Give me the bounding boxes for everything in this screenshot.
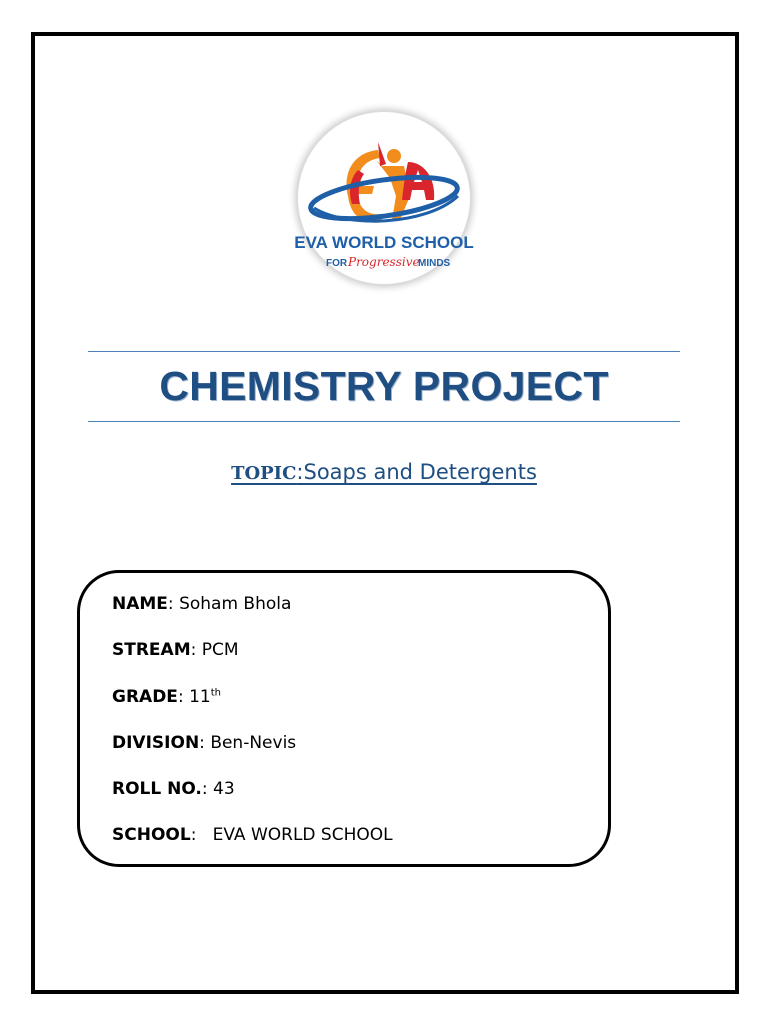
logo-tagline-minds: MINDS <box>418 258 451 269</box>
topic-value: Soaps and Detergents <box>303 460 537 484</box>
topic-separator: : <box>296 460 304 484</box>
topic-underlined <box>231 460 537 484</box>
logo-tagline-progressive: Progressive <box>348 255 420 269</box>
detail-key: DIVISION <box>112 732 200 753</box>
detail-key: NAME <box>112 594 168 614</box>
detail-separator: : <box>201 779 214 800</box>
school-logo <box>286 100 482 296</box>
title-rule-top <box>88 351 680 352</box>
detail-row-school <box>112 819 393 865</box>
detail-key: SCHOOL <box>112 825 191 846</box>
topic-line <box>88 456 680 490</box>
detail-separator: : <box>167 594 180 614</box>
detail-key: ROLL NO. <box>112 779 202 800</box>
detail-value: 43 <box>213 779 235 800</box>
detail-value: Soham Bhola <box>179 594 292 614</box>
page-title: CHEMISTRY PROJECT <box>159 363 609 409</box>
detail-separator: : <box>199 732 211 753</box>
detail-value: EVA WORLD SCHOOL <box>212 825 393 846</box>
detail-row-roll-no <box>112 773 393 819</box>
topic-key: TOPIC <box>231 463 297 484</box>
title-rule-bottom <box>88 421 680 422</box>
student-details-list <box>112 588 393 866</box>
detail-separator: : <box>190 640 202 661</box>
detail-value-suffix: th <box>210 686 221 698</box>
detail-row-grade <box>112 681 393 727</box>
detail-key: STREAM <box>112 640 191 661</box>
logo-tagline-for: FOR <box>326 258 348 269</box>
detail-separator: : <box>177 686 190 707</box>
detail-row-division <box>112 727 393 773</box>
detail-row-name <box>112 588 393 634</box>
detail-value: PCM <box>201 640 239 661</box>
logo-school-name: EVA WORLD SCHOOL <box>294 233 474 252</box>
detail-value: Ben-Nevis <box>210 732 297 753</box>
detail-row-stream <box>112 634 393 680</box>
eva-logo-icon <box>286 100 482 296</box>
detail-separator: : <box>190 825 213 846</box>
detail-value: 11 <box>189 686 211 707</box>
detail-key: GRADE <box>112 686 178 707</box>
